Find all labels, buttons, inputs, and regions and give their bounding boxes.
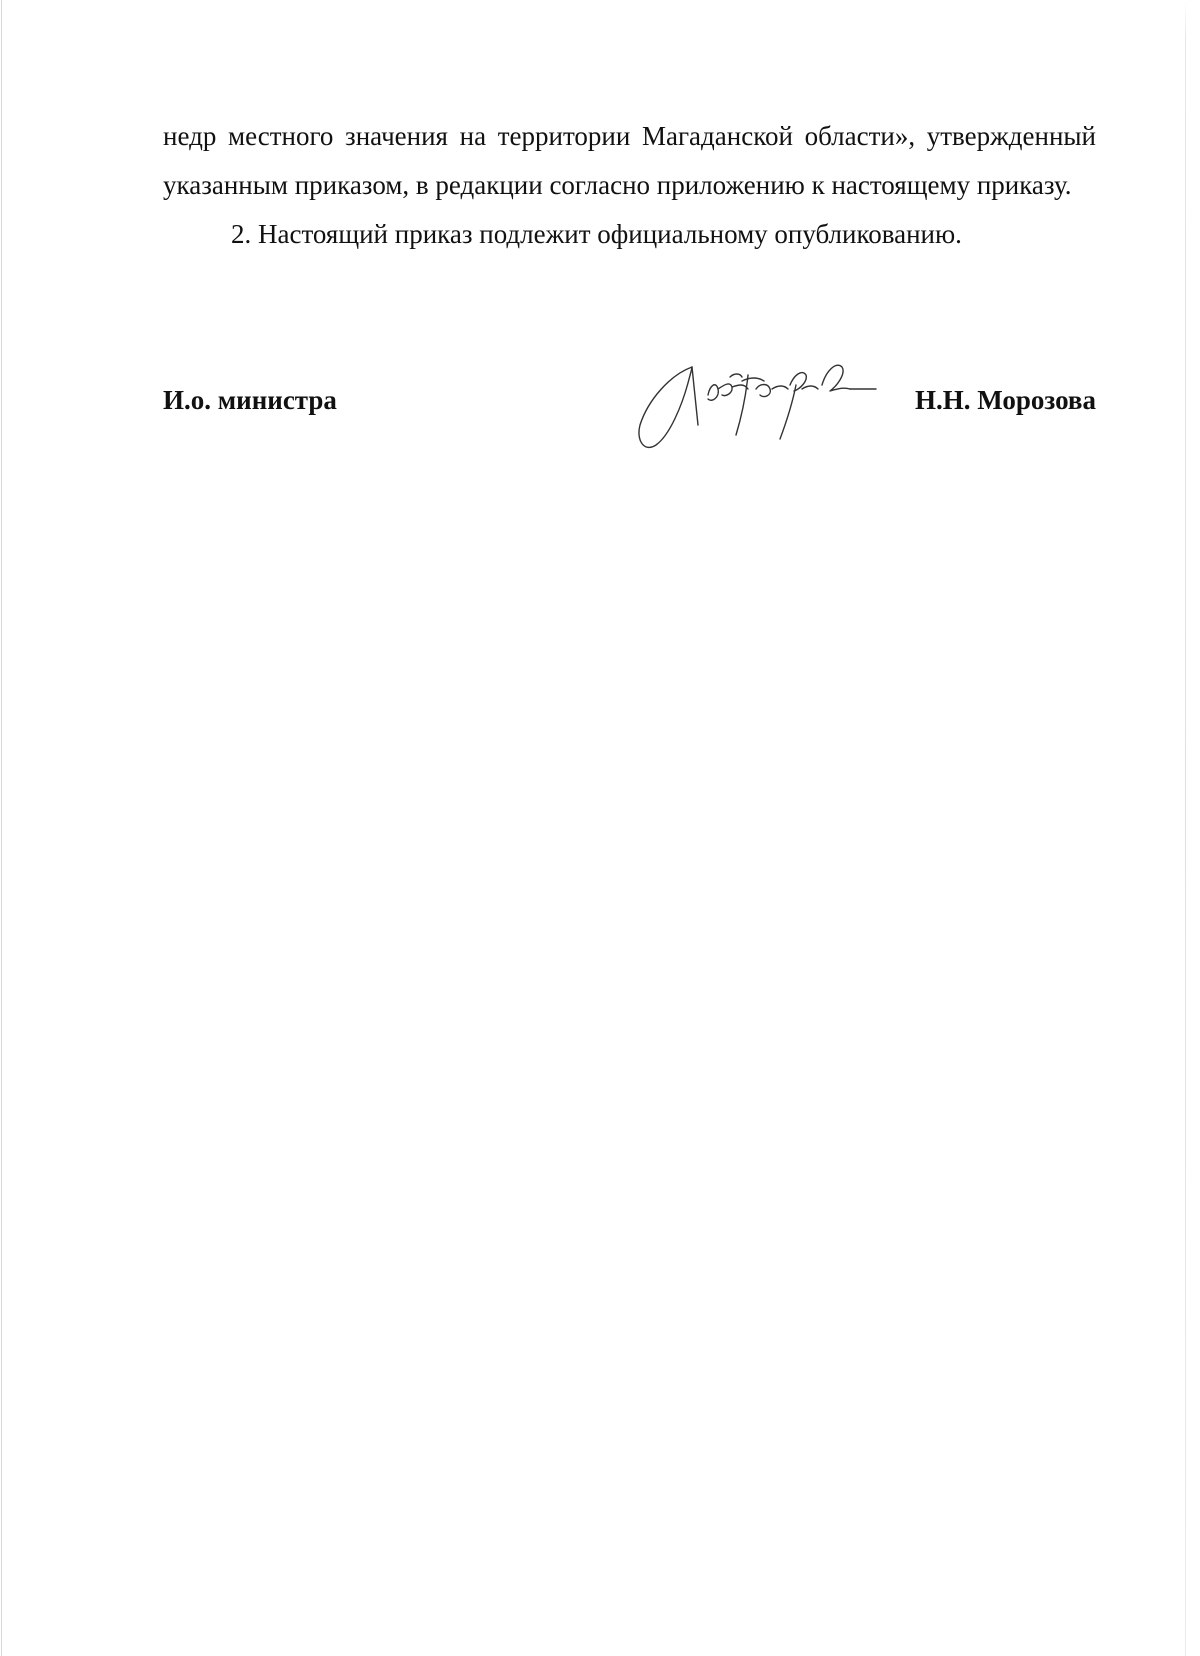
signatory-name: Н.Н. Морозова (915, 385, 1096, 415)
document-body (163, 112, 1096, 259)
paragraph-continuation: недр местного значения на территории Магаданской области», утвержденный указанным приказом, в редакции согласно приложению к настоящему приказу. (163, 121, 1096, 200)
scan-edge-left (1, 0, 2, 1656)
signature-block (163, 385, 1096, 425)
paragraph-publication-clause: 2. Настоящий приказ подлежит официальному опубликованию. (231, 219, 962, 249)
scan-edge-right (1185, 0, 1186, 1656)
signatory-position: И.о. министра (163, 385, 337, 415)
